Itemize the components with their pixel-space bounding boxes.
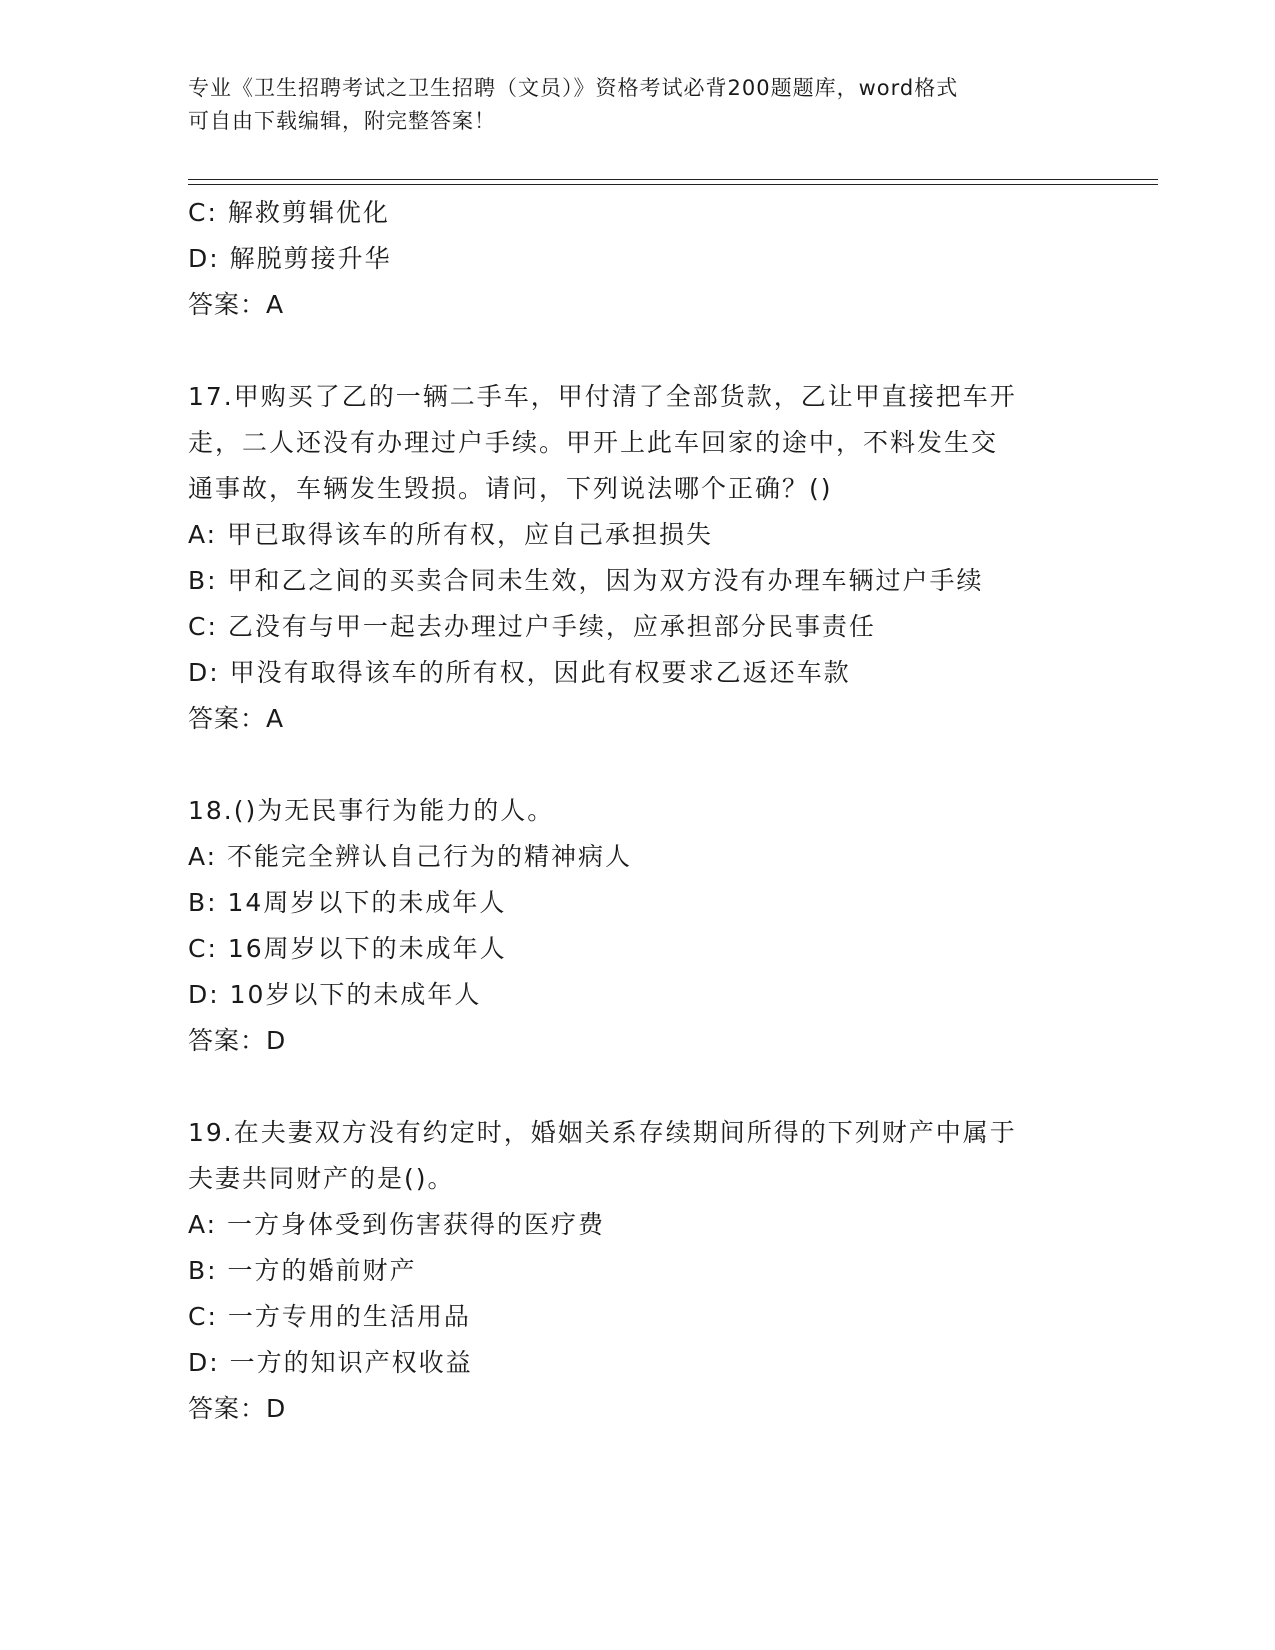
option-b: B: 14周岁以下的未成年人 xyxy=(188,888,507,917)
option-c: C: 乙没有与甲一起去办理过户手续，应承担部分民事责任 xyxy=(188,612,876,641)
option-a: A: 不能完全辨认自己行为的精神病人 xyxy=(188,842,633,871)
option-d: D: 10岁以下的未成年人 xyxy=(188,980,482,1009)
option-d: D: 甲没有取得该车的所有权，因此有权要求乙返还车款 xyxy=(188,658,851,687)
document-header xyxy=(188,72,1088,138)
header-divider-bottom xyxy=(188,184,1158,185)
option-d: D: 一方的知识产权收益 xyxy=(188,1348,473,1377)
question-16-tail xyxy=(188,190,1088,328)
question-18 xyxy=(188,788,1088,1064)
option-a: A: 一方身体受到伤害获得的医疗费 xyxy=(188,1210,606,1239)
question-stem-line: 通事故，车辆发生毁损。请问，下列说法哪个正确？() xyxy=(188,474,833,503)
option-d: D: 解脱剪接升华 xyxy=(188,244,392,273)
question-stem-line: 走，二人还没有办理过户手续。甲开上此车回家的途中，不料发生交 xyxy=(188,428,999,457)
answer-line: 答案：A xyxy=(188,290,285,319)
option-b: B: 一方的婚前财产 xyxy=(188,1256,417,1285)
option-c: C: 解救剪辑优化 xyxy=(188,198,390,227)
header-divider-top xyxy=(188,179,1158,180)
question-list xyxy=(188,190,1088,1432)
question-stem-line: 夫妻共同财产的是()。 xyxy=(188,1164,455,1193)
question-spacer xyxy=(188,328,1088,374)
question-19 xyxy=(188,1110,1088,1432)
option-c: C: 16周岁以下的未成年人 xyxy=(188,934,507,963)
question-17 xyxy=(188,374,1088,742)
question-spacer xyxy=(188,1064,1088,1110)
question-stem-line: 17.甲购买了乙的一辆二手车，甲付清了全部货款，乙让甲直接把车开 xyxy=(188,382,1017,411)
question-stem-line: 18.()为无民事行为能力的人。 xyxy=(188,796,555,825)
answer-line: 答案：D xyxy=(188,1026,287,1055)
answer-line: 答案：D xyxy=(188,1394,287,1423)
answer-line: 答案：A xyxy=(188,704,285,733)
option-c: C: 一方专用的生活用品 xyxy=(188,1302,471,1331)
header-title-line-2: 可自由下载编辑，附完整答案！ xyxy=(188,109,496,133)
question-stem-line: 19.在夫妻双方没有约定时，婚姻关系存续期间所得的下列财产中属于 xyxy=(188,1118,1017,1147)
question-spacer xyxy=(188,742,1088,788)
option-a: A: 甲已取得该车的所有权，应自己承担损失 xyxy=(188,520,714,549)
header-title-line-1: 专业《卫生招聘考试之卫生招聘（文员）》资格考试必背200题题库，word格式 xyxy=(188,76,959,100)
option-b: B: 甲和乙之间的买卖合同未生效，因为双方没有办理车辆过户手续 xyxy=(188,566,984,595)
